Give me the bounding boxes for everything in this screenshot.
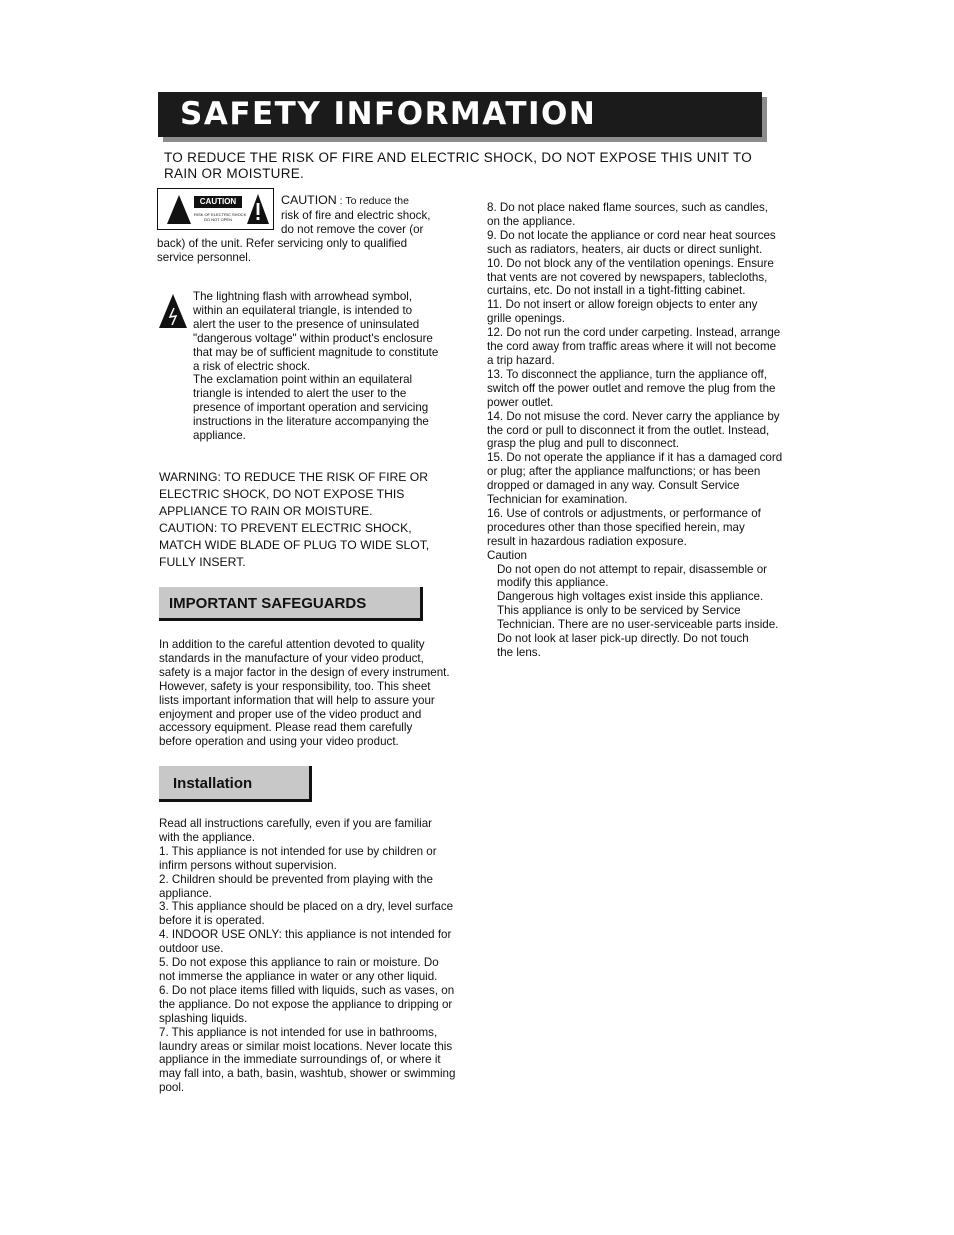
safety-list-right-column <box>487 201 817 660</box>
safeguards-line: before operation and using your video product. <box>159 735 399 749</box>
symbol-line: within an equilateral triangle, is intended to <box>193 303 413 317</box>
caution-indent-line: Technician. There are no user-serviceable parts inside. <box>497 618 779 632</box>
installation-line: laundry areas or similar moist locations. Never locate this <box>159 1039 453 1053</box>
safeguards-line: In addition to the careful attention devoted to quality <box>159 638 425 651</box>
safeguards-line: lists important information that will help to assure your <box>159 693 435 707</box>
caution-indent-line: Do not open do not attempt to repair, disassemble or <box>497 562 768 576</box>
installation-line: 4. INDOOR USE ONLY: this appliance is not intended for <box>159 928 452 942</box>
safeguards-line: enjoyment and proper use of the video product and <box>159 707 422 721</box>
caution-label-sub-line: DO NOT OPEN <box>204 217 232 222</box>
caution-indent-line: Do not look at laser pick-up directly. Do not touch <box>497 632 749 646</box>
right-line: result in hazardous radiation exposure. <box>487 534 687 548</box>
right-line: Caution <box>487 548 527 562</box>
warning-line: ELECTRIC SHOCK, DO NOT EXPOSE THIS <box>159 487 405 501</box>
installation-line: pool. <box>159 1081 185 1095</box>
installation-text <box>159 817 489 1095</box>
installation-line: 5. Do not expose this appliance to rain or moisture. Do <box>159 956 439 970</box>
caution-text <box>281 194 451 237</box>
right-line: 8. Do not place naked flame sources, such as candles, <box>487 201 768 214</box>
safeguards-line: However, safety is your responsibility, too. This sheet <box>159 679 431 693</box>
installation-line: appliance in the immediate surroundings of, or where it <box>159 1053 441 1067</box>
symbol-line: appliance. <box>193 429 246 443</box>
safeguards-line: accessory equipment. Please read them carefully <box>159 721 413 735</box>
installation-line: 6. Do not place items filled with liquids, such as vases, on <box>159 983 455 997</box>
right-line: Technician for examination. <box>487 493 628 507</box>
safeguards-header: IMPORTANT SAFEGUARDS <box>159 587 423 621</box>
safeguards-line: standards in the manufacture of your video product, <box>159 651 424 665</box>
installation-line: before it is operated. <box>159 914 265 928</box>
installation-line: with the appliance. <box>159 830 256 844</box>
right-line: such as radiators, heaters, air ducts or direct sunlight. <box>487 242 763 256</box>
symbol-line: The exclamation point within an equilateral <box>193 373 413 387</box>
right-line: 14. Do not misuse the cord. Never carry the appliance by <box>487 409 780 423</box>
caution-label-title: CAUTION <box>194 196 242 208</box>
right-line: curtains, etc. Do not install in a tight-fitting cabinet. <box>487 284 746 298</box>
warning-line: APPLIANCE TO RAIN OR MOISTURE. <box>159 504 373 518</box>
intro-warning <box>164 150 784 182</box>
symbol-line: instructions in the literature accompanying the <box>193 415 429 429</box>
installation-line: 3. This appliance should be placed on a dry, level surface <box>159 900 454 914</box>
installation-line: 7. This appliance is not intended for use in bathrooms, <box>159 1025 438 1039</box>
right-line: that vents are not covered by newspapers, tablecloths, <box>487 270 768 284</box>
right-line: the cord away from traffic areas where it will not become <box>487 340 777 354</box>
right-line: on the appliance. <box>487 214 576 228</box>
caution-indent-line: This appliance is only to be serviced by Service <box>497 604 741 618</box>
safeguards-line: safety is a major factor in the design of every instrument. <box>159 665 450 679</box>
right-line: 13. To disconnect the appliance, turn the appliance off, <box>487 367 767 381</box>
right-line: 11. Do not insert or allow foreign objects to enter any <box>487 298 758 312</box>
intro-line: TO REDUCE THE RISK OF FIRE AND ELECTRIC SHOCK, DO NOT EXPOSE THIS UNIT TO <box>164 150 753 165</box>
installation-line: splashing liquids. <box>159 1011 248 1025</box>
exclamation-warning-icon <box>246 193 270 225</box>
right-line: switch off the power outlet and remove the plug from the <box>487 381 776 395</box>
caution-label-sub-line: RISK OF ELECTRIC SHOCK <box>194 212 247 217</box>
caution-label-box <box>157 188 274 230</box>
caution-first-fragment: : To reduce the <box>336 195 409 207</box>
caution-heading: CAUTION <box>281 193 337 207</box>
caution-line: back) of the unit. Refer servicing only to qualified <box>157 237 408 250</box>
installation-line: 1. This appliance is not intended for use by children or <box>159 844 437 858</box>
caution-indent-line: modify this appliance. <box>497 576 609 590</box>
caution-line: risk of fire and electric shock, <box>281 208 431 222</box>
installation-line: infirm persons without supervision. <box>159 858 337 872</box>
installation-line: the appliance. Do not expose the appliance to dripping or <box>159 997 453 1011</box>
right-line: procedures other than those specified herein, may <box>487 520 745 534</box>
warning-block <box>159 469 459 571</box>
right-line: power outlet. <box>487 395 554 409</box>
right-line: dropped or damaged in any way. Consult Service <box>487 479 740 493</box>
warning-line: MATCH WIDE BLADE OF PLUG TO WIDE SLOT, <box>159 538 430 552</box>
symbol-line: triangle is intended to alert the user to the <box>193 387 407 401</box>
right-line: grasp the plug and pull to disconnect. <box>487 437 680 451</box>
right-line: or plug; after the appliance malfunctions; or has been <box>487 465 761 479</box>
installation-line: Read all instructions carefully, even if you are familiar <box>159 817 433 830</box>
right-line: 9. Do not locate the appliance or cord near heat sources <box>487 228 776 242</box>
caution-indent-line: the lens. <box>497 646 541 659</box>
installation-header: Installation <box>159 766 312 802</box>
right-line: 12. Do not run the cord under carpeting. Instead, arrange <box>487 326 781 340</box>
caution-indent-line: Dangerous high voltages exist inside this appliance. <box>497 590 764 604</box>
safeguards-text <box>159 638 489 749</box>
symbol-line: alert the user to the presence of uninsulated <box>193 317 420 331</box>
symbol-line: that may be of sufficient magnitude to constitute <box>193 345 439 359</box>
caution-first-line <box>281 194 451 209</box>
caution-continuation <box>157 237 457 265</box>
page-title: SAFETY INFORMATION <box>158 92 762 137</box>
symbol-line: The lightning flash with arrowhead symbol, <box>193 290 413 303</box>
symbol-line: presence of important operation and servicing <box>193 401 429 415</box>
caution-label-subtext <box>194 212 247 222</box>
lightning-triangle-icon <box>158 293 188 329</box>
installation-line: 2. Children should be prevented from playing with the <box>159 872 433 886</box>
warning-line: FULLY INSERT. <box>159 555 246 569</box>
warning-line: WARNING: TO REDUCE THE RISK OF FIRE OR <box>159 470 429 484</box>
symbol-line: "dangerous voltage" within product's enclosure <box>193 331 433 345</box>
lightning-warning-icon <box>166 194 192 225</box>
right-line: 15. Do not operate the appliance if it has a damaged cord <box>487 451 783 465</box>
installation-line: may fall into, a bath, basin, washtub, shower or swimming <box>159 1067 456 1081</box>
installation-line: not immerse the appliance in water or any other liquid. <box>159 969 438 983</box>
intro-line: RAIN OR MOISTURE. <box>164 166 305 181</box>
caution-line: service personnel. <box>157 250 252 264</box>
right-line: 10. Do not block any of the ventilation openings. Ensure <box>487 256 774 270</box>
symbol-explanation <box>193 290 473 443</box>
symbol-line: a risk of electric shock. <box>193 359 311 373</box>
right-line: grille openings. <box>487 312 565 326</box>
installation-line: appliance. <box>159 886 212 900</box>
right-line: a trip hazard. <box>487 353 555 367</box>
installation-line: outdoor use. <box>159 942 224 956</box>
caution-line: do not remove the cover (or <box>281 222 424 236</box>
right-line: 16. Use of controls or adjustments, or performance of <box>487 506 761 520</box>
warning-line: CAUTION: TO PREVENT ELECTRIC SHOCK, <box>159 521 412 535</box>
right-line: the cord or pull to disconnect it from the outlet. Instead, <box>487 423 770 437</box>
